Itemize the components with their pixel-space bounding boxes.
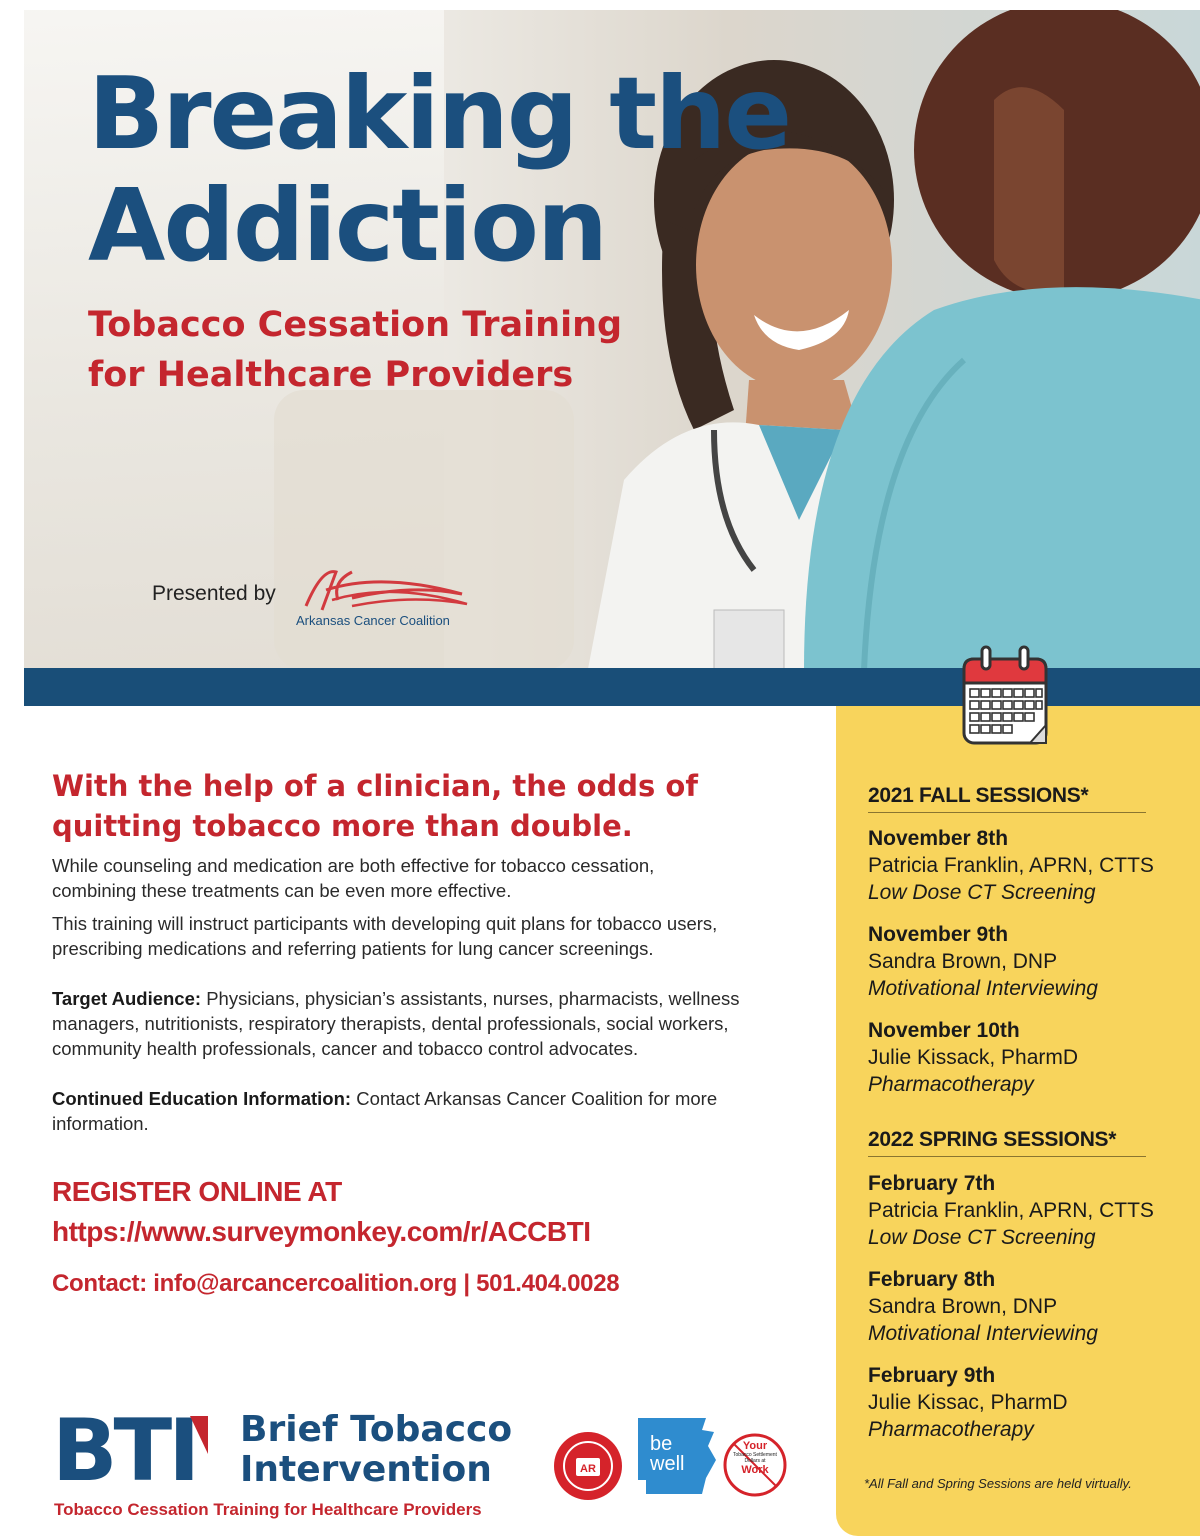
register-link[interactable]: https://www.surveymonkey.com/r/ACCBTI [52,1216,591,1247]
sessions-footnote: *All Fall and Spring Sessions are held virtually. [864,1476,1132,1491]
bti-name [240,1410,512,1490]
ce-info [52,1086,732,1136]
contact-info[interactable]: Contact: info@arcancercoalition.org | 501.404.0028 [52,1270,620,1297]
intro-paragraph: While counseling and medication are both effective for tobacco cessation, combining these treatments can be even more effective. [52,855,655,901]
ytsd-line: Your [742,1440,768,1452]
lead-headline [52,766,752,846]
subtitle-line: Tobacco Cessation Training [88,305,623,345]
session-presenter: Patricia Franklin, APRN, CTTS [868,854,1154,877]
training-paragraph: This training will instruct participants with developing quit plans for tobacco users, prescribing medications and referring patients for lung cancer screenings. [52,913,718,959]
lead-line: With the help of a clinician, the odds of [52,769,698,803]
target-audience [52,986,772,1061]
health-department-seal-icon [552,1430,624,1502]
session-presenter: Sandra Brown, DNP [868,950,1058,973]
session-topic: Pharmacotherapy [868,1073,1034,1096]
session-date: February 9th [868,1364,996,1387]
session-topic: Low Dose CT Screening [868,1226,1096,1249]
fall-sessions-heading: 2021 FALL SESSIONS* [868,784,1146,813]
bti-tagline: Tobacco Cessation Training for Healthcare Providers [54,1500,482,1519]
session-item [868,1266,1098,1347]
session-date: November 10th [868,1019,1020,1042]
svg-text:BTI: BTI [52,1408,197,1488]
register-label: REGISTER ONLINE AT [52,1176,342,1207]
presented-by-label: Presented by [152,582,276,605]
session-item [868,921,1098,1002]
page-subtitle [88,300,622,400]
title-line: Addiction [88,167,607,284]
calendar-icon [960,645,1056,749]
session-topic: Motivational Interviewing [868,977,1098,1000]
session-item [868,825,1154,906]
target-audience-label: Target Audience: [52,988,202,1009]
session-date: February 8th [868,1268,996,1291]
target-audience-text: Physicians, physician’s assistants, nurses, pharmacists, wellness managers, nutritionists, respiratory therapists, dental professionals, social workers, community health professionals, cancer and tobacco control advocates. [52,988,740,1059]
session-item [868,1362,1068,1443]
session-topic: Pharmacotherapy [868,1418,1034,1441]
session-topic: Low Dose CT Screening [868,881,1096,904]
bti-name-line: Brief Tobacco [240,1409,513,1450]
ytsd-line: Work [741,1464,769,1476]
subtitle-line: for Healthcare Providers [88,355,574,395]
session-item [868,1017,1078,1098]
session-presenter: Sandra Brown, DNP [868,1295,1058,1318]
svg-text:AR: AR [580,1463,596,1475]
register-block [52,1172,591,1252]
ce-info-text: Contact Arkansas Cancer Coalition for more information. [52,1088,718,1134]
hero-photo [24,10,1200,670]
title-line: Breaking the [88,55,791,172]
ytsd-line: Tobacco Settlement Dollars at [733,1452,777,1464]
ytsd-text [728,1440,782,1476]
session-date: November 8th [868,827,1009,850]
bti-logo-icon [52,1408,212,1488]
spring-sessions-heading: 2022 SPRING SESSIONS* [868,1128,1146,1157]
session-presenter: Julie Kissac, PharmD [868,1391,1068,1414]
session-date: November 9th [868,923,1009,946]
tobacco-settlement-logo [722,1432,788,1498]
session-item [868,1170,1154,1251]
be-well-logo [636,1416,720,1496]
page-title [88,55,791,284]
session-topic: Motivational Interviewing [868,1322,1098,1345]
session-presenter: Julie Kissack, PharmD [868,1046,1079,1069]
ce-info-label: Continued Education Information: [52,1088,352,1109]
patient-illustration [764,10,1200,670]
presenter-name: Arkansas Cancer Coalition [296,613,450,628]
be-well-text: be well [650,1433,685,1475]
session-date: February 7th [868,1172,996,1195]
lead-line: quitting tobacco more than double. [52,809,633,843]
session-presenter: Patricia Franklin, APRN, CTTS [868,1199,1154,1222]
bti-name-line: Intervention [240,1449,492,1490]
